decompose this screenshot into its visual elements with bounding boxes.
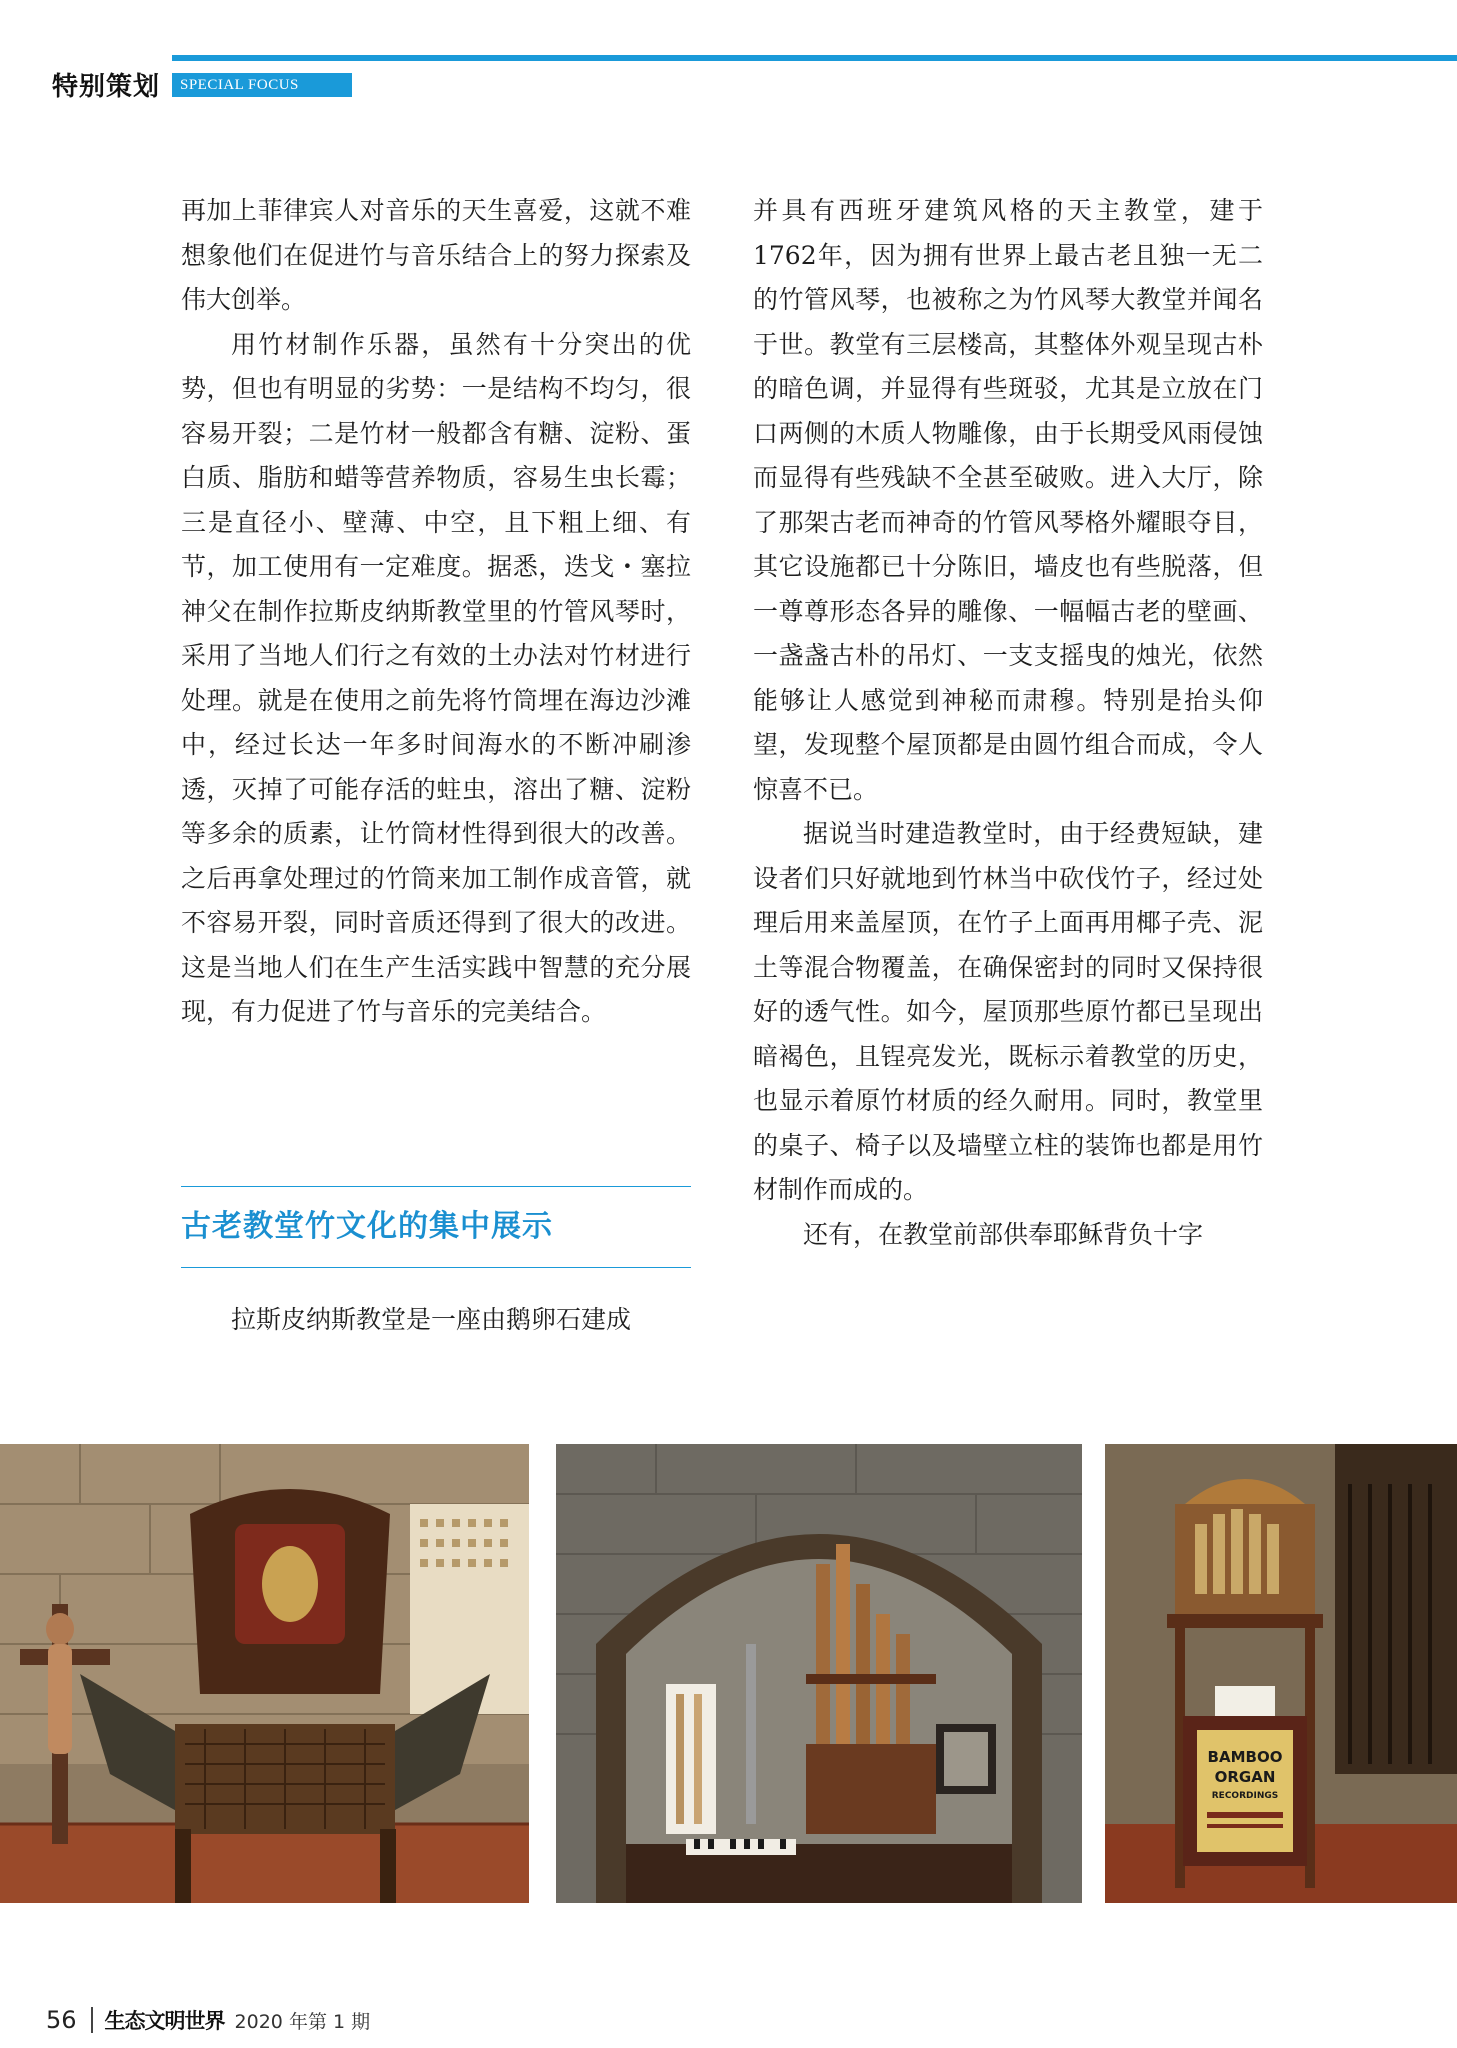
subheading: 古老教堂竹文化的集中展示	[181, 1209, 553, 1244]
photo-bamboo-pipes	[556, 1444, 1082, 1903]
paragraph: 用竹材制作乐器，虽然有十分突出的优势，但也有明显的劣势：一是结构不均匀，很容易开裂；二是竹材一般都含有糖、淀粉、蛋白质、脂肪和蜡等营养物质，容易生虫长霉；三是直径小、壁薄、中空，且下粗上细、有节，加工使用有一定难度。据悉，迭戈・塞拉神父在制作拉斯皮纳斯教堂里的竹管风琴时，采用了当地人们行之有效的土办法对竹材进行处理。就是在使用之前先将竹筒埋在海边沙滩中，经过长达一年多时间海水的不断冲刷渗透，灭掉了可能存活的蛀虫，溶出了糖、淀粉等多余的质素，让竹筒材性得到很大的改善。之后再拿处理过的竹筒来加工制作成音管，就不容易开裂，同时音质还得到了很大的改进。这是当地人们在生产生活实践中智慧的充分展现，有力促进了竹与音乐的完美结合。	[181, 329, 691, 1026]
paragraph: 再加上菲律宾人对音乐的天生喜爱，这就不难想象他们在促进竹与音乐结合上的努力探索及伟大创举。	[181, 196, 691, 314]
issue-label: 2020 年第 1 期	[234, 2010, 371, 2033]
subheading-block	[181, 1186, 691, 1268]
photo-carved-chair	[0, 1444, 529, 1903]
paragraph: 还有，在教堂前部供奉耶稣背负十字	[803, 1219, 1204, 1249]
left-column	[181, 189, 691, 1035]
page-number: 56	[46, 2006, 77, 2034]
section-tag: SPECIAL FOCUS	[172, 73, 352, 97]
header-rule	[172, 55, 1457, 61]
magazine-name: 生态文明世界	[104, 2009, 225, 2033]
sign-line-1: BAMBOO	[1207, 1748, 1283, 1766]
right-column	[753, 189, 1263, 1257]
paragraph: 并具有西班牙建筑风格的天主教堂，建于1762年，因为拥有世界上最古老且独一无二的竹管风琴，也被称之为竹风琴大教堂并闻名于世。教堂有三层楼高，其整体外观呈现古朴的暗色调，并显得有些斑驳，尤其是立放在门口两侧的木质人物雕像，由于长期受风雨侵蚀而显得有些残缺不全甚至破败。进入大厅，除了那架古老而神奇的竹管风琴格外耀眼夺目，其它设施都已十分陈旧，墙皮也有些脱落，但一尊尊形态各异的雕像、一幅幅古老的壁画、一盏盏古朴的吊灯、一支支摇曳的烛光，依然能够让人感觉到神秘而肃穆。特别是抬头仰望，发现整个屋顶都是由圆竹组合而成，令人惊喜不已。	[753, 196, 1263, 804]
sign-line-3: RECORDINGS	[1211, 1791, 1279, 1801]
sign-line-2: ORGAN	[1214, 1768, 1276, 1786]
section-title: 特别策划	[52, 72, 161, 102]
paragraph: 拉斯皮纳斯教堂是一座由鹅卵石建成	[231, 1305, 632, 1334]
paragraph: 据说当时建造教堂时，由于经费短缺，建设者们只好就地到竹林当中砍伐竹子，经过处理后用来盖屋顶，在竹子上面再用椰子壳、泥土等混合物覆盖，在确保密封的同时又保持很好的透气性。如今，屋顶那些原竹都已呈现出暗褐色，且锃亮发光，既标示着教堂的历史，也显示着原竹材质的经久耐用。同时，教堂里的桌子、椅子以及墙壁立柱的装饰也都是用竹材制作而成的。	[753, 819, 1263, 1204]
photo-organ-sign	[1105, 1444, 1457, 1903]
page-footer	[46, 2003, 370, 2037]
footer-divider	[91, 2007, 93, 2033]
